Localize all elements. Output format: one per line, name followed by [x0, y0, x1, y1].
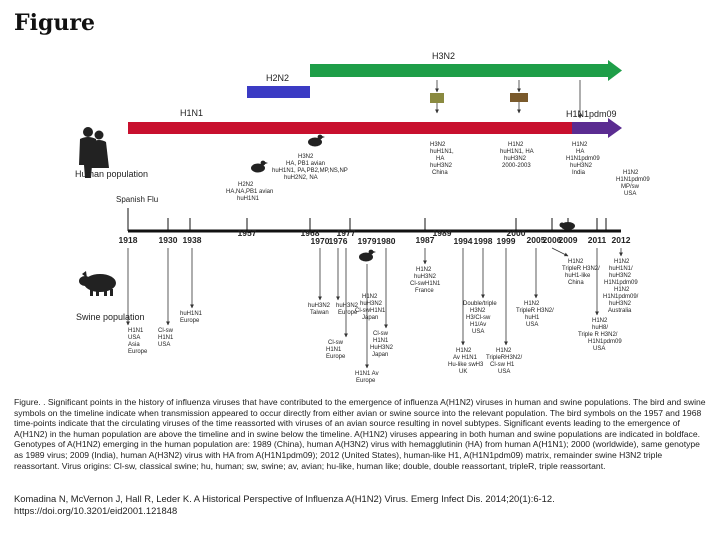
svg-text:H1N2Av H1N1Hu-like swH3UK — [448, 348, 484, 375]
pig-small-icon — [560, 222, 576, 230]
spanish-flu-label: Spanish Flu — [116, 195, 159, 204]
note-line: H1N2 — [524, 301, 540, 307]
year-label: 1918 — [118, 235, 138, 245]
note-line: Australia — [608, 308, 632, 314]
note-line: HA,NA,PB1 avian — [226, 189, 274, 195]
note-line: Europe — [338, 310, 358, 316]
year-label: 1968 — [300, 228, 320, 238]
swine-note-2012-usa — [578, 318, 622, 352]
note-line: Europe — [326, 354, 346, 360]
note-line: H3/Cl-sw — [466, 315, 491, 321]
svg-text:H1N2huH8/Triple R H3N2/H1N1pdm — [578, 318, 622, 352]
human-note-1968 — [272, 154, 348, 181]
note-line: H1N2 — [572, 142, 588, 148]
bottom-year-labels — [311, 236, 516, 246]
h3n2-bar-label: H3N2 — [432, 51, 456, 61]
svg-text:H1N2TripleRH3N2/Cl-sw H1USA — [486, 348, 522, 375]
note-line: H1N2 — [496, 348, 512, 354]
note-line: huH3N2 — [308, 303, 331, 309]
note-line: Cl-swH1N1 — [410, 281, 441, 287]
human-note-2012 — [616, 170, 650, 197]
note-line: Japan — [362, 315, 379, 321]
year-label: 1979 — [357, 236, 377, 246]
swine-note-1999 — [486, 348, 522, 375]
h1n1-bar — [128, 122, 350, 134]
h1n2-1989-marker — [430, 93, 444, 103]
note-line: USA — [472, 329, 485, 335]
note-line: USA — [593, 346, 606, 352]
note-line: Taiwan — [310, 310, 329, 316]
year-label: 1980 — [376, 236, 396, 246]
h1n1pdm09-bar-arrowhead — [608, 118, 622, 138]
note-line: MP/sw — [621, 184, 639, 190]
note-line: H3N2 — [298, 154, 314, 160]
note-line: huH8/ — [592, 325, 609, 331]
note-line: huH2N2, NA — [284, 175, 318, 181]
human-note-2009 — [566, 142, 600, 176]
swine-note-1970 — [308, 303, 331, 316]
note-line: Cl-sw H1 — [490, 362, 515, 368]
note-line: huH3N2 — [414, 274, 437, 280]
swine-note-1987 — [410, 267, 441, 294]
note-line: H1N2 — [568, 259, 584, 265]
svg-text:H1N2huH1N1, HAhuH3N22000-2003 — [500, 142, 534, 169]
swine-note-2005 — [516, 301, 554, 328]
note-line: USA — [498, 369, 511, 375]
swine-note-2012-au — [603, 259, 639, 314]
note-line: Cl-sw — [328, 340, 343, 346]
svg-text:H2N2HA,NA,PB1 avianhuH1N1 — [226, 182, 273, 202]
h1n1-reemergence-bar — [350, 122, 572, 134]
note-line: Av H1N1 — [453, 355, 477, 361]
note-line: H1N1 — [158, 335, 174, 341]
year-label: 2000 — [506, 228, 526, 238]
h2n2-bar-label: H2N2 — [266, 73, 290, 83]
note-line: Cl-swH1N1 — [355, 308, 386, 314]
note-line: H1N1 — [326, 347, 342, 353]
note-line: China — [432, 170, 448, 176]
year-label: 2005 — [526, 235, 546, 245]
note-line: H1N2 — [456, 348, 472, 354]
note-line: huH3N2 — [609, 301, 632, 307]
note-line: H1N2 — [614, 287, 630, 293]
svg-text:H3N2huH1N1,HAhuH3N2China — [430, 142, 454, 176]
slide-title: Figure — [14, 10, 95, 36]
note-line: HuH3N2 — [370, 345, 394, 351]
swine-population-label: Swine population — [76, 312, 145, 322]
figure-caption: Figure. . Significant points in the history of influenza viruses that have contributed to the emergence of influenza A(H1N2) viruses in human and swine populations. The bird and swine symbols on the timeline indicate when transmission appeared to occur directly from either avian or swine source into the relevant population. The bird symbols on the 1957 and 1968 time-points indicate that the circulating viruses of the time reassorted with viruses of an avian source resulting in novel subtypes. Significant events leading to the emergence of A(H1N2) in the human population are above the timeline and in swine below the timeline. A(H1N2) viruses appearing in both human and swine populations are indicated in boldface. Genotypes of A(H1N2) emerging in the human population are: 1989 (China), human A(H3N2) virus with hemagglutinin (HA) from human A(H1N1); 2000 (worldwide), same genotype as 1989 virus; 2009 (India), human A(H3N2) virus with HA from A(H1N1pdm09); 2012 (United States), human-like H1, A(H1N1pdm09) matrix, remainder swine H3N2 triple reassortant. Virus origins: Cl-sw, classical swine; hu, human; sw, swine; av, avian; hu-like, human like; double, double reassortant, tripleR, triple reassortant. — [14, 397, 706, 471]
note-line: Europe — [128, 349, 148, 355]
year-label: 1998 — [473, 236, 493, 246]
note-line: huH1N1 — [180, 311, 203, 317]
year-label: 1987 — [415, 235, 435, 245]
swine-note-1980b — [370, 331, 394, 358]
svg-text:Cl-swH1N1USA — [158, 328, 174, 348]
year-label: 1999 — [496, 236, 516, 246]
h1n1-bar-label: H1N1 — [180, 108, 204, 118]
svg-text:huH1N1Europe — [180, 311, 203, 324]
h1n1pdm09-bar-label: H1N1pdm09 — [566, 109, 617, 119]
svg-text:H1N2huH3N2Cl-swH1N1Japan — [355, 294, 386, 321]
note-line: H1N2 — [614, 259, 630, 265]
svg-text:H3N2HA, PB1 avianhuH1N1, PA,PB — [272, 154, 348, 181]
note-line: H2N2 — [238, 182, 254, 188]
note-line: China — [568, 280, 584, 286]
note-line: Cl-sw — [373, 331, 388, 337]
note-line: Asia — [128, 342, 140, 348]
note-line: H1N2 — [362, 294, 378, 300]
swine-note-1938 — [180, 311, 203, 324]
swine-note-1980a — [355, 294, 386, 321]
note-line: huH3N2 — [609, 273, 632, 279]
note-line: H1N1pdm09 — [566, 156, 600, 162]
bird-icon — [359, 250, 376, 262]
note-line: UK — [459, 369, 468, 375]
svg-text:huH3N2Taiwan — [308, 303, 331, 316]
h2n2-bar — [247, 86, 310, 98]
note-line: TripleR H3N2/ — [562, 266, 600, 272]
note-line: huH1N1, HA — [500, 149, 534, 155]
year-label: 1938 — [182, 235, 202, 245]
svg-text:H1N2huH1N1/huH3N2H1N1pdm09H1N2 — [603, 259, 639, 314]
pig-icon — [79, 271, 116, 296]
note-line: HA — [436, 156, 445, 162]
note-line: H1N1pdm09 — [604, 280, 638, 286]
svg-text:H1N2HAH1N1pdm09huH3N2India — [566, 142, 600, 176]
note-line: TripleRH3N2/ — [486, 355, 523, 361]
note-line: Japan — [372, 352, 389, 358]
note-line: USA — [526, 322, 539, 328]
human-population-label: Human population — [75, 169, 149, 179]
year-label: 2012 — [611, 235, 631, 245]
year-label: 1957 — [237, 228, 257, 238]
svg-text:Double/tripleH3N2H3/Cl-swH1/Av — [463, 301, 497, 335]
swine-note-1918 — [128, 328, 148, 355]
note-line: Cl-sw — [158, 328, 173, 334]
svg-text:H1N2TripleR H3N2/huH1USA — [516, 301, 554, 328]
h1n2-2000-marker — [510, 93, 528, 102]
note-line: H1N1pdm09 — [588, 339, 622, 345]
svg-text:H1N2H1N1pdm09MP/swUSA — [616, 170, 650, 197]
note-line: huH3N2 — [504, 156, 527, 162]
swine-note-1994-double — [463, 301, 497, 335]
note-line: HA — [576, 149, 585, 155]
svg-text:H1N1 AvEurope — [355, 371, 379, 384]
year-label: 1989 — [432, 228, 452, 238]
note-line: huH1N1, — [430, 149, 454, 155]
h3n2-bar-arrowhead — [608, 60, 622, 81]
note-line: TripleR H3N2/ — [516, 308, 554, 314]
svg-text:H1N1USAAsiaEurope — [128, 328, 148, 355]
note-line: H1N1 — [128, 328, 144, 334]
bird-icon — [308, 135, 325, 147]
bird-icon — [251, 161, 268, 173]
note-line: USA — [158, 342, 171, 348]
note-line: huH3N2 — [360, 301, 383, 307]
swine-note-1994-uk — [448, 348, 484, 375]
note-line: Europe — [180, 318, 200, 324]
note-line: USA — [624, 191, 637, 197]
svg-text:Cl-swH1N1HuH3N2Japan — [370, 331, 394, 358]
year-label: 2011 — [587, 235, 607, 245]
human-note-1957 — [226, 182, 273, 202]
note-line: H1N2 — [623, 170, 639, 176]
year-label: 1977 — [336, 228, 356, 238]
note-line: H1N1 — [373, 338, 389, 344]
note-line: Hu-like swH3 — [448, 362, 484, 368]
swine-note-1979 — [355, 371, 379, 384]
h1n1pdm09-bar — [572, 122, 610, 134]
swine-note-1930 — [158, 328, 174, 348]
year-label: 1970 — [310, 236, 330, 246]
note-line: huH1 — [525, 315, 540, 321]
note-line: H1N2 — [592, 318, 608, 324]
note-line: huH1-like — [565, 273, 591, 279]
note-line: 2000-2003 — [502, 163, 531, 169]
note-line: France — [415, 288, 434, 294]
note-line: huH1N1, PA,PB2,MP,NS,NP — [272, 168, 348, 174]
figure-citation: Komadina N, McVernon J, Hall R, Leder K. A Historical Perspective of Influenza A(H1N2) Virus. Emerg Infect Dis. 2014;20(1):6-12. https://doi.org/10.3201/eid2001.121848 — [14, 493, 555, 516]
note-line: H1N1 Av — [355, 371, 379, 377]
note-line: huH3N2 — [570, 163, 593, 169]
note-line: Double/triple — [463, 301, 497, 307]
svg-text:Cl-swH1N1Europe — [326, 340, 346, 360]
note-line: USA — [128, 335, 141, 341]
year-label: 2009 — [558, 235, 578, 245]
year-label: 1930 — [158, 235, 178, 245]
human-note-2000 — [500, 142, 534, 169]
note-line: Triple R H3N2/ — [578, 332, 618, 338]
swine-note-2006 — [562, 259, 600, 286]
note-line: H1N2 — [416, 267, 432, 273]
year-label: 1976 — [328, 236, 348, 246]
note-line: India — [572, 170, 586, 176]
note-line: H1N2 — [508, 142, 524, 148]
note-line: H1N1pdm09 — [616, 177, 650, 183]
year-label: 2006 — [542, 235, 562, 245]
note-line: huH1N1 — [237, 196, 260, 202]
note-line: Europe — [356, 378, 376, 384]
note-line: huH1N1/ — [609, 266, 633, 272]
human-connectors — [437, 80, 580, 118]
note-line: H3N2 — [430, 142, 446, 148]
note-line: HA, PB1 avian — [286, 161, 326, 167]
human-note-1989 — [430, 142, 454, 176]
subtype-bars — [128, 51, 622, 138]
note-line: huH3N2 — [430, 163, 453, 169]
note-line: huH3N2 — [336, 303, 359, 309]
svg-text:H1N2TripleR H3N2/huH1-likeChin — [562, 259, 600, 286]
note-line: H1N1pdm09/ — [603, 294, 639, 300]
year-label: 1994 — [453, 236, 473, 246]
timeline-axis — [128, 208, 621, 231]
h3n2-bar — [310, 64, 610, 77]
swine-note-1977 — [326, 340, 346, 360]
note-line: H3N2 — [470, 308, 486, 314]
note-line: H1/Av — [470, 322, 487, 328]
svg-text:H1N2huH3N2Cl-swH1N1France — [410, 267, 441, 294]
